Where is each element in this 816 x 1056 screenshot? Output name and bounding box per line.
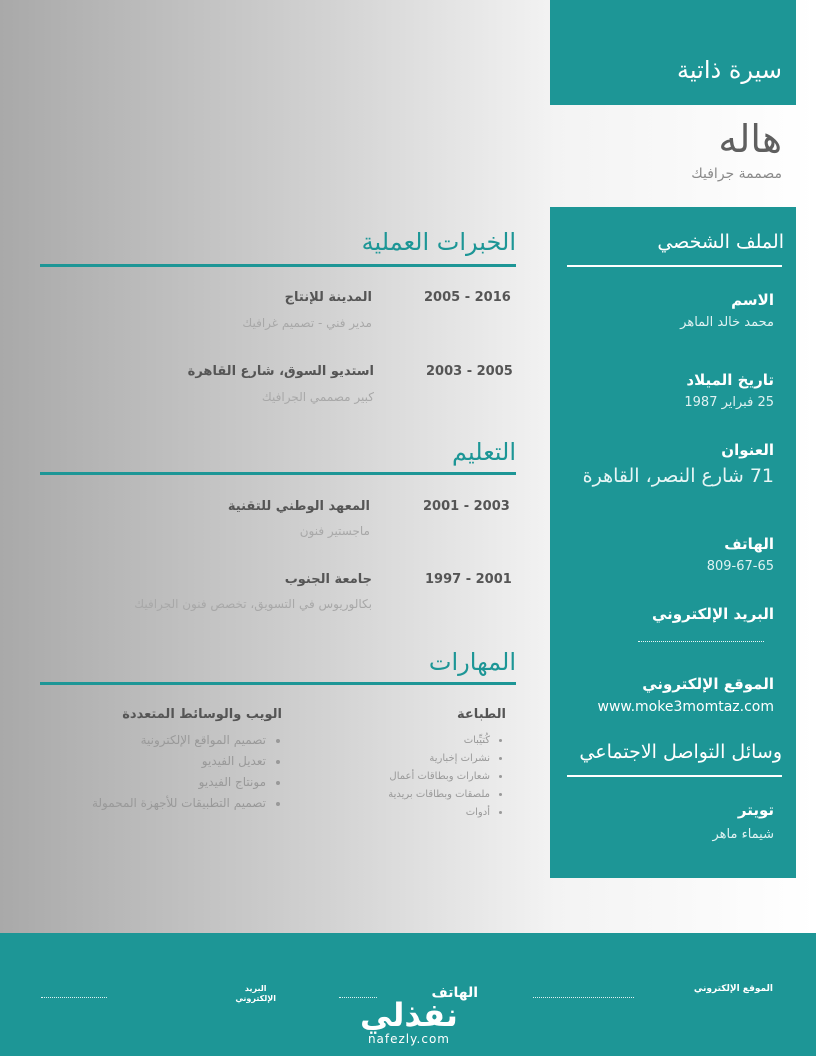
experience-org: استديو السوق، شارع القاهرة (187, 364, 374, 379)
footer-website-label: الموقع الإلكتروني (693, 984, 773, 994)
education-org: جامعة الجنوب (284, 572, 372, 587)
name-value: محمد خالد الماهر (680, 315, 774, 330)
web-skills (52, 707, 282, 814)
education-desc: بكالوريوس في التسويق، تخصص فنون الجرافيك (134, 597, 372, 611)
education-years: 2001 - 2003 (423, 499, 510, 514)
education-desc: ماجستير فنون (299, 524, 370, 538)
skill-item: • مونتاج الفيديو (52, 772, 266, 793)
footer-email-label-line: البريد (244, 984, 267, 993)
footer-phone-label: الهاتف (431, 985, 478, 1001)
experience-divider (40, 264, 516, 267)
skill-item: • شعارات وبطاقات أعمال (366, 768, 490, 786)
website-value: www.moke3momtaz.com (597, 699, 774, 715)
social-heading: وسائل التواصل الاجتماعي (579, 741, 782, 763)
footer-email-label-line: الإلكتروني (235, 994, 276, 1003)
skill-item: • كُتيِّبات (366, 732, 490, 750)
profile-panel (550, 207, 796, 878)
title-box (550, 0, 796, 105)
experience-heading: الخبرات العملية (361, 228, 516, 256)
education-years: 1997 - 2001 (425, 572, 512, 587)
document-title: سيرة ذاتية (677, 56, 782, 84)
skills-divider (40, 682, 516, 685)
phone-label: الهاتف (724, 535, 774, 553)
footer-email-dotted (41, 997, 107, 998)
brand-url: nafezly.com (367, 1032, 450, 1046)
email-label: البريد الإلكتروني (652, 605, 774, 623)
experience-years: 2005 - 2016 (424, 290, 511, 305)
address-value: 71 شارع النصر، القاهرة (582, 465, 774, 487)
profile-heading: الملف الشخصي (657, 231, 784, 253)
skills-heading: المهارات (428, 648, 516, 676)
social-divider (567, 775, 782, 777)
skill-item: • تصميم المواقع الإلكترونية (52, 730, 266, 751)
footer-email-label (235, 984, 276, 1004)
experience-desc: مدير فني - تصميم غرافيك (242, 316, 372, 330)
twitter-label: تويتر (737, 801, 774, 819)
dob-label: تاريخ الميلاد (686, 371, 774, 389)
education-heading: التعليم (452, 438, 516, 466)
print-skills-heading: الطباعة (457, 707, 506, 722)
person-name: هاله (718, 117, 782, 161)
brand-arabic: نفذلي (360, 996, 458, 1034)
education-org: المعهد الوطني للتقنية (227, 499, 370, 514)
twitter-value: شيماء ماهر (712, 827, 774, 842)
brand-logo (360, 998, 458, 1046)
website-label: الموقع الإلكتروني (642, 675, 774, 693)
experience-org: المدينة للإنتاج (284, 290, 372, 305)
name-label: الاسم (731, 291, 774, 309)
phone-value: 809-67-65 (706, 559, 774, 574)
email-value-dotted (638, 641, 764, 642)
dob-value: 25 فبراير 1987 (684, 395, 774, 410)
education-divider (40, 472, 516, 475)
skill-item: • ملصقات وبطاقات بريدية (366, 786, 490, 804)
experience-years: 2003 - 2005 (426, 364, 513, 379)
person-role: مصممة جرافيك (691, 166, 782, 182)
experience-desc: كبير مصممي الجرافيك (261, 390, 374, 404)
web-skills-heading: الويب والوسائط المتعددة (122, 707, 282, 722)
footer-website-dotted (533, 997, 634, 998)
skill-item: • تصميم التطبيقات للأجهزة المحمولة (52, 793, 266, 814)
profile-divider (567, 265, 782, 267)
skill-item: • تعديل الفيديو (52, 751, 266, 772)
skill-item: • أدوات (366, 804, 490, 822)
address-label: العنوان (721, 441, 774, 459)
skill-item: • نشرات إخبارية (366, 750, 490, 768)
print-skills (366, 707, 506, 822)
